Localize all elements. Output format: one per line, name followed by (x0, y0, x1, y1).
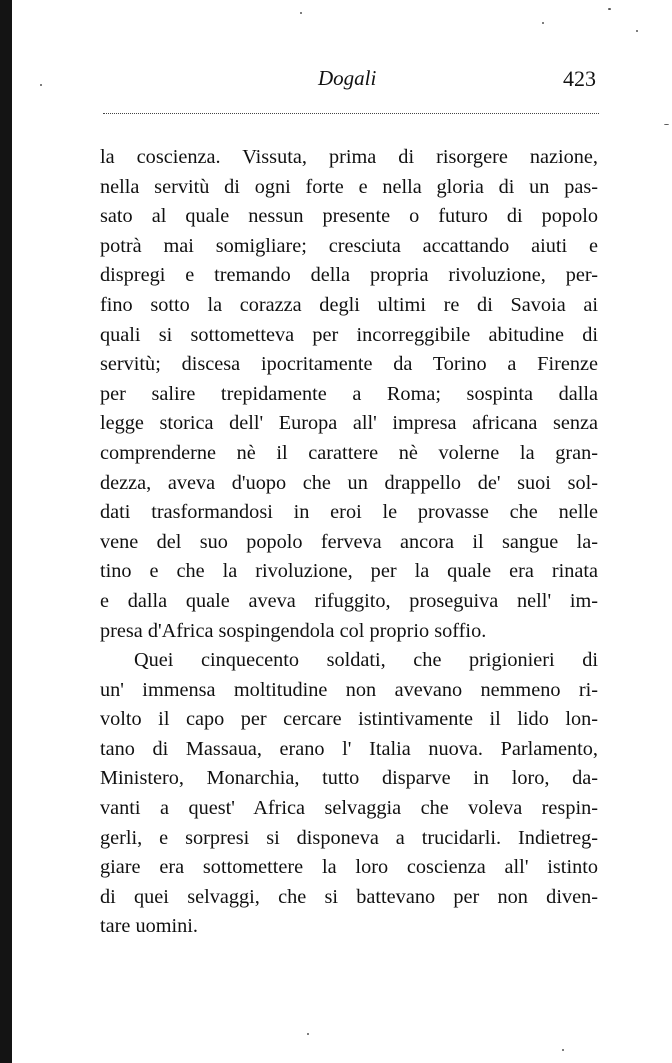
print-speck (562, 1049, 564, 1051)
text-line: vene del suo popolo ferveva ancora il sangue la- (100, 530, 598, 553)
page-binding-edge (0, 0, 12, 1063)
text-line: un' immensa moltitudine non avevano nemmeno ri- (100, 678, 598, 701)
print-speck (542, 22, 544, 24)
header-rule (103, 113, 599, 114)
print-speck (40, 84, 42, 86)
text-line: dezza, aveva d'uopo che un drappello de' suoi sol- (100, 471, 598, 494)
text-line: comprenderne nè il carattere nè volerne la gran- (100, 441, 598, 464)
print-speck (300, 12, 302, 14)
text-line: tano di Massaua, erano l' Italia nuova. Parlamento, (100, 737, 598, 760)
print-speck (307, 1033, 309, 1035)
text-line: sato al quale nessun presente o futuro di popolo (100, 205, 598, 228)
text-line: la coscienza. Vissuta, prima di risorgere nazione, (100, 146, 598, 168)
print-speck (608, 8, 611, 10)
paragraph (100, 646, 598, 942)
paragraph (100, 143, 598, 646)
text-line: vanti a quest' Africa selvaggia che voleva respin- (100, 797, 598, 820)
text-line: nella servitù di ogni forte e nella gloria di un pas- (100, 175, 598, 198)
text-line: servitù; discesa ipocritamente da Torino a Firenze (100, 353, 598, 376)
text-line: gerli, e sorpresi si disponeva a trucidarli. Indietreg- (100, 826, 598, 849)
text-line: per salire trepidamente a Roma; sospinta dalla (100, 382, 598, 405)
text-line: fino sotto la corazza degli ultimi re di Savoia ai (100, 293, 598, 316)
text-line: quali si sottometteva per incorreggibile abitudine di (100, 323, 598, 346)
text-line: Quei cinquecento soldati, che prigionieri di (134, 649, 598, 672)
text-line: presa d'Africa sospingendola col proprio soffio. (100, 619, 487, 642)
text-line: legge storica dell' Europa all' impresa africana senza (100, 412, 598, 435)
running-head (100, 64, 600, 96)
text-line: e dalla quale aveva rifuggito, proseguiva nell' im- (100, 589, 598, 612)
text-line: volto il capo per cercare istintivamente il lido lon- (100, 708, 598, 731)
text-line: tino e che la rivoluzione, per la quale era rinata (100, 560, 598, 583)
text-line: di quei selvaggi, che si battevano per non diven- (100, 885, 598, 908)
body-text (100, 143, 598, 942)
running-title: Dogali (318, 66, 377, 90)
text-line: dati trasformandosi in eroi le provasse che nelle (100, 501, 598, 524)
text-line: tare uomini. (100, 915, 198, 938)
page-number: 423 (563, 66, 596, 91)
text-line: Ministero, Monarchia, tutto disparve in loro, da- (100, 767, 598, 790)
text-line: dispregi e tremando della propria rivoluzione, per- (100, 264, 598, 287)
print-speck (664, 124, 669, 125)
print-speck (636, 30, 638, 32)
text-line: potrà mai somigliare; cresciuta accattando aiuti e (100, 234, 598, 257)
text-line: giare era sottomettere la loro coscienza all' istinto (100, 856, 598, 879)
